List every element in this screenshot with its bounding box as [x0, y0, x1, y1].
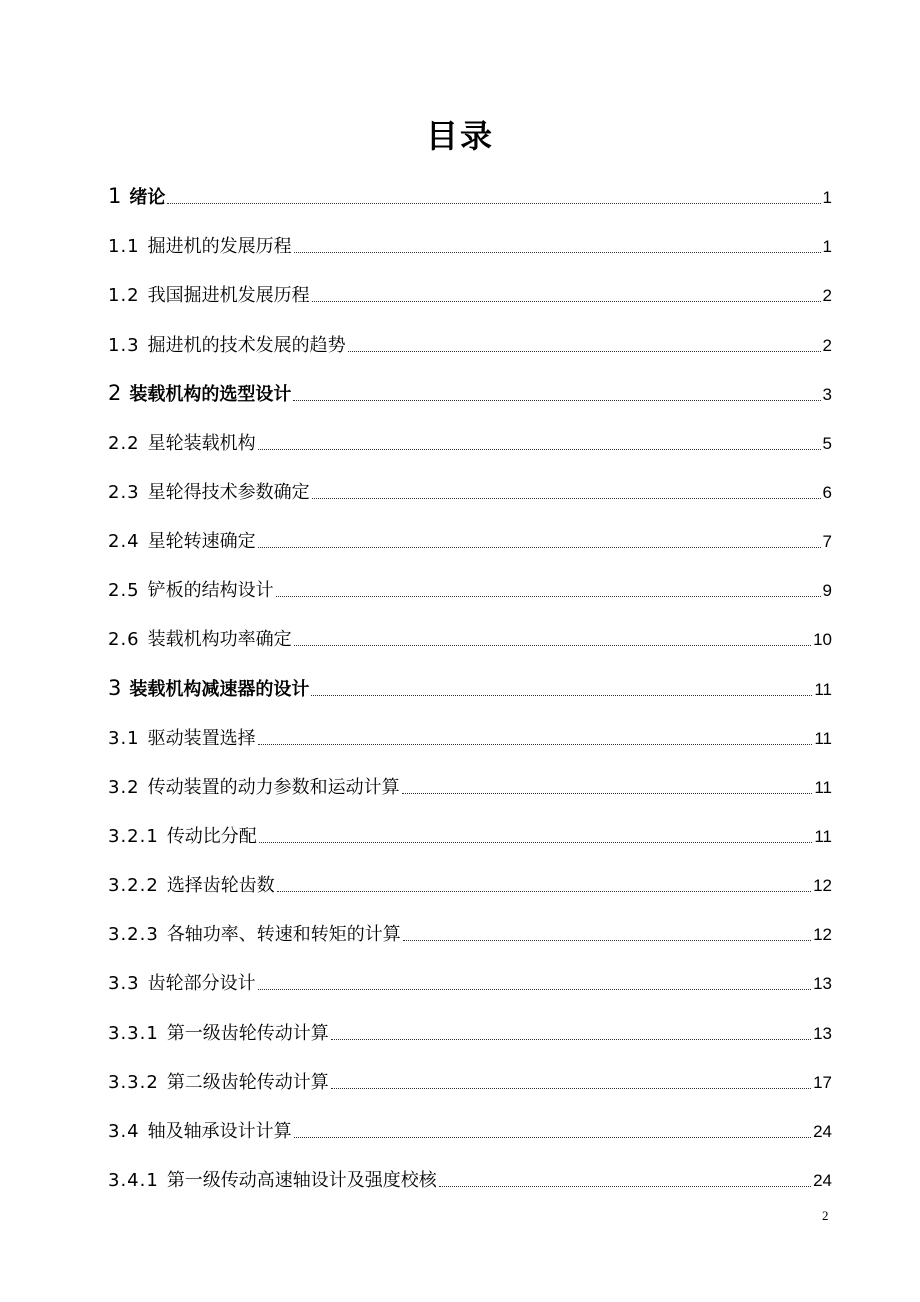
toc-entry-number: 3.2 — [108, 776, 140, 798]
toc-entry-text: 装载机构减速器的设计 — [129, 678, 310, 700]
toc-entry-page: 10 — [813, 630, 832, 650]
toc-entry-number: 2.4 — [108, 531, 140, 553]
toc-entry-number: 3.4.1 — [108, 1169, 159, 1191]
toc-entry-page: 11 — [814, 728, 832, 748]
toc-entry-label — [108, 236, 292, 260]
toc-entry-number: 2 — [108, 380, 123, 405]
toc-entry-label — [108, 531, 256, 555]
toc-entry[interactable] — [108, 997, 832, 1046]
toc-entry-page: 24 — [813, 1170, 832, 1190]
toc-entry-text: 铲板的结构设计 — [147, 580, 274, 602]
toc-entry[interactable] — [108, 408, 832, 457]
toc-entry-number: 3 — [108, 675, 123, 700]
toc-dot-leader — [402, 793, 813, 794]
toc-entry-page: 11 — [814, 826, 832, 846]
toc-dot-leader — [311, 695, 812, 696]
toc-entry-number: 3.2.3 — [108, 924, 159, 946]
toc-entry-number: 3.3 — [108, 973, 140, 995]
toc-entry[interactable] — [108, 752, 832, 801]
toc-dot-leader — [439, 1186, 811, 1187]
toc-entry-label — [108, 1023, 329, 1047]
toc-entry[interactable] — [108, 260, 832, 309]
toc-entry-page: 5 — [822, 433, 832, 453]
toc-entry[interactable] — [108, 604, 832, 653]
toc-entry-page: 11 — [814, 777, 832, 797]
toc-entry[interactable] — [108, 653, 832, 702]
toc-entry-text: 轴及轴承设计计算 — [147, 1120, 292, 1142]
toc-entry-page: 13 — [813, 1023, 832, 1043]
toc-dot-leader — [331, 1039, 811, 1040]
toc-entry-page: 9 — [822, 581, 832, 601]
toc-entry-text: 传动比分配 — [166, 825, 257, 847]
toc-entry-number: 3.3.2 — [108, 1071, 159, 1093]
toc-entry-text: 掘进机的发展历程 — [147, 236, 292, 258]
toc-entry-text: 掘进机的技术发展的趋势 — [147, 334, 346, 356]
toc-entry-label — [108, 1170, 437, 1194]
toc-entry-page: 11 — [814, 679, 832, 699]
toc-entry-text: 第一级传动高速轴设计及强度校核 — [166, 1169, 437, 1191]
toc-entry-text: 装载机构功率确定 — [147, 629, 292, 651]
toc-dot-leader — [276, 596, 821, 597]
toc-dot-leader — [258, 449, 821, 450]
toc-entry-label — [108, 185, 165, 211]
toc-entry-label — [108, 580, 274, 604]
toc-entry[interactable] — [108, 899, 832, 948]
toc-entry-page: 6 — [822, 482, 832, 502]
toc-entry-text: 星轮转速确定 — [147, 531, 256, 553]
toc-entry-text: 装载机构的选型设计 — [129, 383, 292, 405]
toc-entry[interactable] — [108, 1047, 832, 1096]
toc-entry-page: 1 — [822, 188, 832, 208]
toc-entry-number: 3.1 — [108, 727, 140, 749]
toc-entry-page: 2 — [822, 286, 832, 306]
toc-entry[interactable] — [108, 850, 832, 899]
toc-dot-leader — [277, 891, 811, 892]
toc-dot-leader — [312, 498, 821, 499]
toc-entry[interactable] — [108, 1145, 832, 1194]
toc-entry[interactable] — [108, 309, 832, 358]
toc-entry-text: 绪论 — [129, 187, 166, 209]
toc-entry-number: 2.3 — [108, 481, 140, 503]
toc-entry[interactable] — [108, 703, 832, 752]
toc-entry-number: 1.3 — [108, 334, 140, 356]
toc-dot-leader — [258, 989, 811, 990]
toc-entry-page: 13 — [813, 974, 832, 994]
toc-entry-number: 3.2.1 — [108, 825, 159, 847]
toc-entry-page: 24 — [813, 1121, 832, 1141]
toc-dot-leader — [331, 1088, 811, 1089]
toc-entry-text: 星轮装载机构 — [147, 432, 256, 454]
toc-dot-leader — [293, 400, 820, 401]
toc-entry-number: 1.1 — [108, 236, 140, 258]
toc-entry-label — [108, 1072, 329, 1096]
table-of-contents — [108, 162, 832, 1194]
toc-entry[interactable] — [108, 801, 832, 850]
toc-dot-leader — [258, 547, 821, 548]
toc-entry-label — [108, 924, 401, 948]
toc-entry-label — [108, 875, 275, 899]
toc-entry[interactable] — [108, 506, 832, 555]
toc-entry-page: 3 — [822, 384, 832, 404]
toc-entry-label — [108, 677, 309, 703]
toc-entry-label — [108, 1121, 292, 1145]
toc-entry-number: 2.2 — [108, 432, 140, 454]
toc-entry-label — [108, 335, 346, 359]
toc-entry-text: 我国掘进机发展历程 — [147, 285, 310, 307]
toc-dot-leader — [258, 744, 813, 745]
toc-entry-number: 3.4 — [108, 1120, 140, 1142]
toc-entry-label — [108, 382, 291, 408]
toc-entry-number: 1.2 — [108, 285, 140, 307]
toc-entry[interactable] — [108, 162, 832, 211]
toc-dot-leader — [294, 1137, 811, 1138]
toc-dot-leader — [259, 842, 813, 843]
toc-dot-leader — [348, 351, 821, 352]
toc-entry-number: 3.2.2 — [108, 875, 159, 897]
toc-entry-label — [108, 285, 310, 309]
toc-entry-text: 齿轮部分设计 — [147, 973, 256, 995]
toc-dot-leader — [403, 940, 811, 941]
toc-entry-number: 1 — [108, 184, 123, 209]
toc-entry-text: 星轮得技术参数确定 — [147, 481, 310, 503]
toc-entry[interactable] — [108, 211, 832, 260]
toc-entry[interactable] — [108, 457, 832, 506]
footer-page-number: 2 — [822, 1208, 829, 1223]
toc-dot-leader — [312, 301, 821, 302]
toc-entry-label — [108, 777, 400, 801]
toc-entry[interactable] — [108, 359, 832, 408]
toc-entry-text: 传动装置的动力参数和运动计算 — [147, 776, 400, 798]
toc-entry-label — [108, 826, 257, 850]
toc-entry-page: 17 — [813, 1072, 832, 1092]
toc-entry[interactable] — [108, 1096, 832, 1145]
toc-entry-label — [108, 728, 256, 752]
toc-entry-text: 第二级齿轮传动计算 — [166, 1071, 329, 1093]
toc-entry-number: 3.3.1 — [108, 1022, 159, 1044]
toc-entry-page: 1 — [822, 237, 832, 257]
toc-entry-label — [108, 482, 310, 506]
toc-entry-page: 12 — [813, 876, 832, 896]
toc-entry[interactable] — [108, 555, 832, 604]
toc-entry-number: 2.5 — [108, 580, 140, 602]
toc-dot-leader — [294, 252, 821, 253]
toc-entry-text: 第一级齿轮传动计算 — [166, 1022, 329, 1044]
page-title: 目录 — [425, 117, 494, 155]
toc-entry-page: 2 — [822, 335, 832, 355]
toc-entry-text: 驱动装置选择 — [147, 727, 256, 749]
toc-dot-leader — [294, 645, 811, 646]
toc-entry-text: 各轴功率、转速和转矩的计算 — [166, 924, 401, 946]
toc-entry-number: 2.6 — [108, 629, 140, 651]
toc-entry[interactable] — [108, 948, 832, 997]
toc-entry-label — [108, 433, 256, 457]
toc-entry-page: 12 — [813, 925, 832, 945]
toc-entry-label — [108, 629, 292, 653]
toc-dot-leader — [167, 203, 820, 204]
toc-entry-page: 7 — [822, 532, 832, 552]
toc-entry-text: 选择齿轮齿数 — [166, 875, 275, 897]
toc-entry-label — [108, 973, 256, 997]
